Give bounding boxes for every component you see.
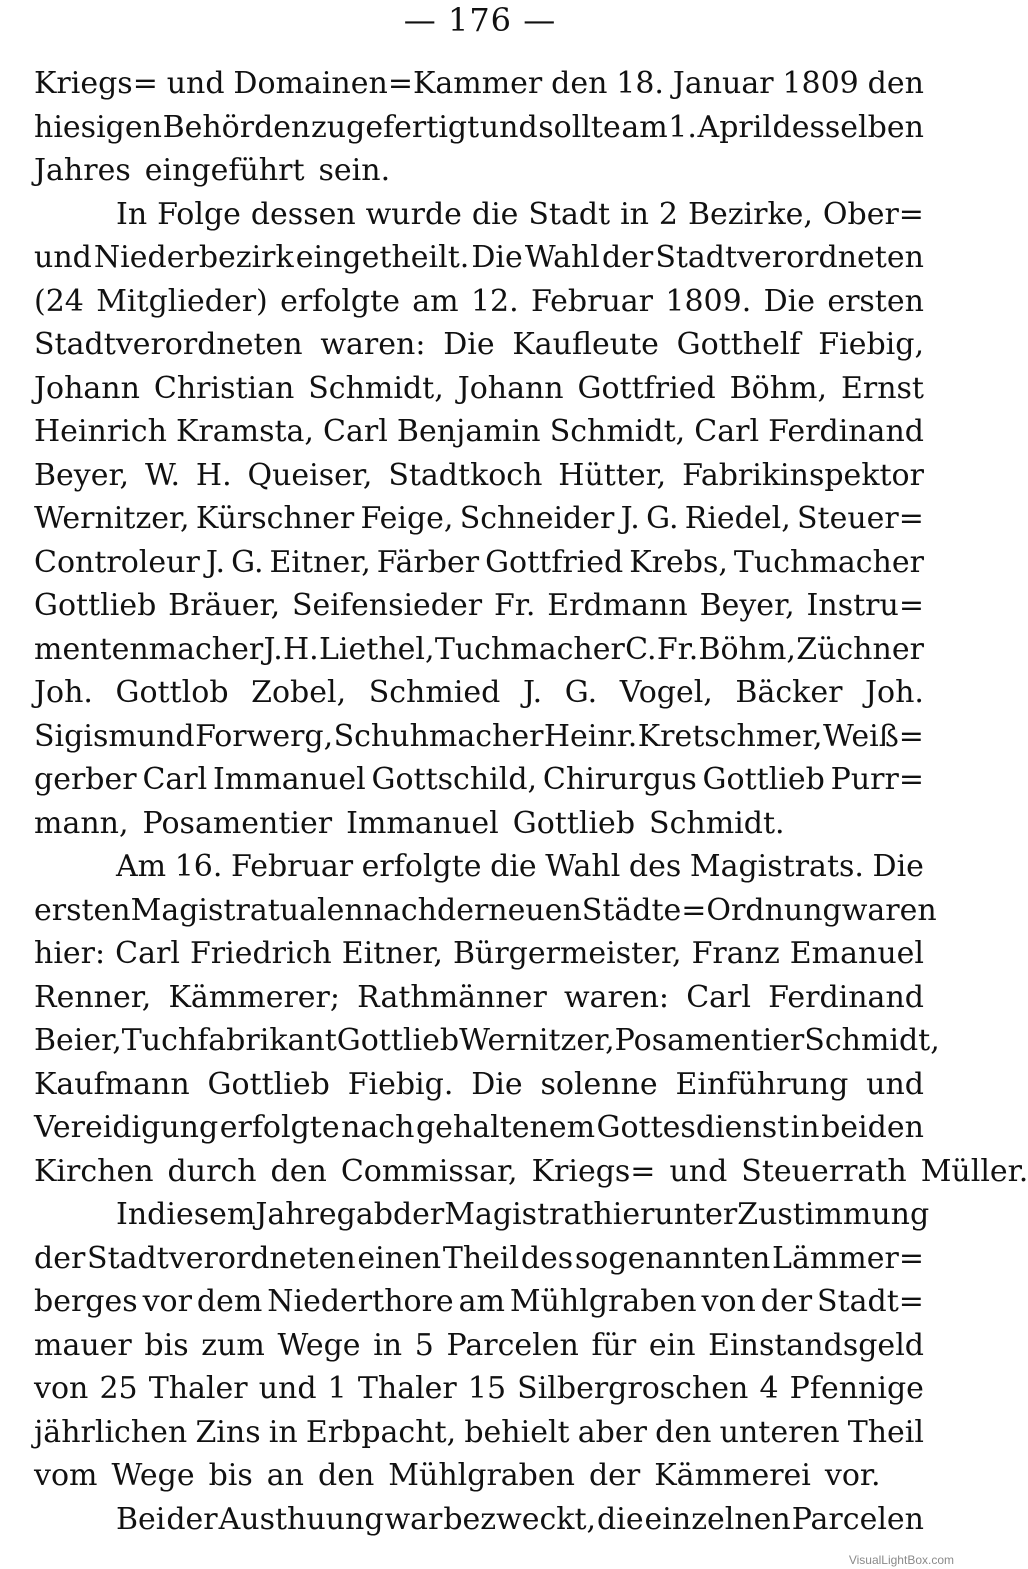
text-line: Am 16. Februar erfolgte die Wahl des Magistrats. Die <box>116 849 924 884</box>
text-line: von 25 Thaler und 1 Thaler 15 Silbergroschen 4 Pfennige <box>34 1371 924 1406</box>
text-line: In diesem Jahre gab der Magistrat hier unter Zustimmung <box>116 1197 930 1232</box>
text-line: berges vor dem Niederthore am Mühlgraben von der Stadt= <box>34 1284 924 1319</box>
text-line: Beyer, W. H. Queiser, Stadtkoch Hütter, Fabrikinspektor <box>34 457 924 493</box>
text-line: und Niederbezirk eingetheilt. Die Wahl der Stadtverordneten <box>34 240 924 275</box>
text-line: Gottlieb Bräuer, Seifensieder Fr. Erdmann Beyer, Instru= <box>34 588 924 623</box>
page-number: — 176 — <box>403 1 557 39</box>
text-line: Stadtverordneten waren: Die Kaufleute Gotthelf Fiebig, <box>34 327 924 362</box>
text-line: Kriegs= und Domainen=Kammer den 18. Januar 1809 den <box>34 66 924 101</box>
text-line: Vereidigung erfolgte nach gehaltenem Gottesdienst in beiden <box>34 1110 924 1145</box>
text-line: Jahres eingeführt sein. <box>34 153 391 188</box>
text-line: (24 Mitglieder) erfolgte am 12. Februar 1809. Die ersten <box>34 283 924 319</box>
text-line: Bei der Austhuung war bezweckt, die einzelnen Parcelen <box>116 1501 924 1537</box>
text-line: Kaufmann Gottlieb Fiebig. Die solenne Einführung und <box>34 1066 924 1102</box>
text-line: mauer bis zum Wege in 5 Parcelen für ein Einstandsgeld <box>34 1327 924 1363</box>
text-line: gerber Carl Immanuel Gottschild, Chirurgus Gottlieb Purr= <box>34 762 924 797</box>
text-line: vom Wege bis an den Mühlgraben der Kämmerei vor. <box>34 1458 881 1493</box>
text-line: In Folge dessen wurde die Stadt in 2 Bezirke, Ober= <box>116 196 924 232</box>
text-line: Renner, Kämmerer; Rathmänner waren: Carl Ferdinand <box>34 979 924 1015</box>
text-line: hier: Carl Friedrich Eitner, Bürgermeister, Franz Emanuel <box>34 936 924 971</box>
text-line: Sigismund Forwerg, Schuhmacher Heinr. Kretschmer, Weiß= <box>34 718 924 754</box>
text-line: hiesigen Behörden zugefertigt und sollte am 1. April desselben <box>34 109 924 145</box>
text-line: Johann Christian Schmidt, Johann Gottfried Böhm, Ernst <box>34 370 924 406</box>
text-line: mann, Posamentier Immanuel Gottlieb Schmidt. <box>34 805 785 841</box>
text-line: mentenmacher J. H. Liethel, Tuchmacher C. Fr. Böhm, Züchner <box>34 631 924 667</box>
text-line: der Stadtverordneten einen Theil des sogenannten Lämmer= <box>34 1240 924 1276</box>
text-line: Joh. Gottlob Zobel, Schmied J. G. Vogel, Bäcker Joh. <box>34 675 924 710</box>
text-line: Wernitzer, Kürschner Feige, Schneider J. G. Riedel, Steuer= <box>34 501 924 536</box>
text-line: jährlichen Zins in Erbpacht, behielt aber den unteren Theil <box>34 1414 924 1450</box>
text-line: Heinrich Kramsta, Carl Benjamin Schmidt, Carl Ferdinand <box>34 414 924 449</box>
text-line: Controleur J. G. Eitner, Färber Gottfried Krebs, Tuchmacher <box>34 544 924 580</box>
text-line: ersten Magistratualen nach der neuen Städte=Ordnung waren <box>34 892 937 928</box>
text-line: Beier, Tuchfabrikant Gottlieb Wernitzer, Posamentier Schmidt, <box>34 1023 940 1058</box>
body-text <box>34 62 1028 1541</box>
text-line: Kirchen durch den Commissar, Kriegs= und Steuerrath Müller. <box>34 1153 1028 1189</box>
watermark: VisualLightBox.com <box>848 1553 954 1567</box>
